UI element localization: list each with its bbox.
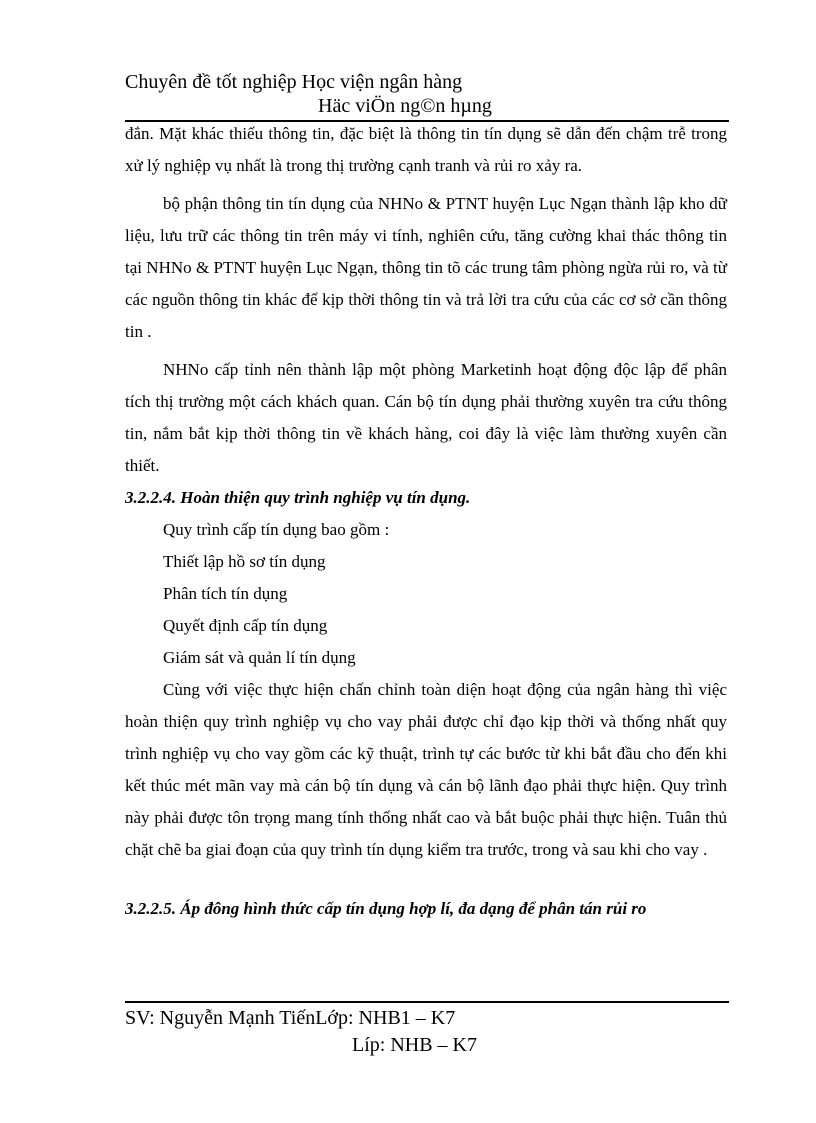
- list-intro: Quy trình cấp tín dụng bao gồm :: [163, 520, 390, 539]
- page-footer-student: SV: Nguyễn Mạnh TiếnLớp: NHB1 – K7: [125, 1007, 456, 1029]
- paragraph-credit-info-department: bộ phận thông tin tín dụng của NHNo & PTNT huyện Lục Ngạn thành lập kho dữ liệu, lưu trữ các thông tin trên máy vi tính, nghiên cứu, tăng cường khai thác thông tin tại NHNo & PTNT huyện Lục Ngạn, thông tin tõ các trung tâm phòng ngừa rủi ro, và từ các nguồn thông tin khác để kịp thời thông tin và trả lời tra cứu của các cơ sở cần thông tin .: [125, 194, 727, 341]
- list-item: Thiết lập hồ sơ tín dụng: [163, 552, 326, 571]
- list-item: Phân tích tín dụng: [163, 584, 288, 603]
- list-item: Giám sát và quản lí tín dụng: [163, 648, 356, 667]
- section-heading-3-2-2-5: 3.2.2.5. Áp đông hình thức cấp tín dụng hợp lí, đa dạng để phân tán rủi ro: [125, 899, 647, 918]
- page-header-title: Chuyên đề tốt nghiệp Học viện ngân hàng: [125, 71, 463, 93]
- footer-divider: [125, 1001, 729, 1003]
- list-item: Quyết định cấp tín dụng: [163, 616, 328, 635]
- paragraph-process-improvement: Cùng với việc thực hiện chấn chỉnh toàn diện hoạt động của ngân hàng thì việc hoàn thiện quy trình nghiệp vụ cho vay phải được chỉ đạo kịp thời và thống nhất quy trình nghiệp vụ cho vay gồm các kỹ thuật, trình tự các bước từ khi bắt đầu cho đến khi kết thúc mét mãn vay mà cán bộ tín dụng và cán bộ lãnh đạo phải thực hiện. Quy trình này phải được tôn trọng mang tính thống nhất cao và bắt buộc phải thực hiện. Tuân thủ chặt chẽ ba giai đoạn của quy trình tín dụng kiểm tra trước, trong và sau khi cho vay .: [125, 680, 727, 859]
- page-footer-class: Líp: NHB – K7: [352, 1034, 477, 1056]
- document-body: [125, 118, 727, 925]
- paragraph-continuation: đắn. Mặt khác thiếu thông tin, đặc biệt là thông tin tín dụng sẽ dẫn đến chậm trễ trong xử lý nghiệp vụ nhất là trong thị trường cạnh tranh và rủi ro xảy ra.: [125, 124, 727, 175]
- paragraph-marketing-department: NHNo cấp tỉnh nên thành lập một phòng Marketinh hoạt động độc lập để phân tích thị trường một cách khách quan. Cán bộ tín dụng phải thường xuyên tra cứu thông tin, nắm bắt kịp thời thông tin về khách hàng, coi đây là việc làm thường xuyên cần thiết.: [125, 360, 727, 475]
- page-header-subtitle: Häc viÖn ng©n hµng: [318, 95, 492, 117]
- section-heading-3-2-2-4: 3.2.2.4. Hoàn thiện quy trình nghiệp vụ tín dụng.: [125, 488, 471, 507]
